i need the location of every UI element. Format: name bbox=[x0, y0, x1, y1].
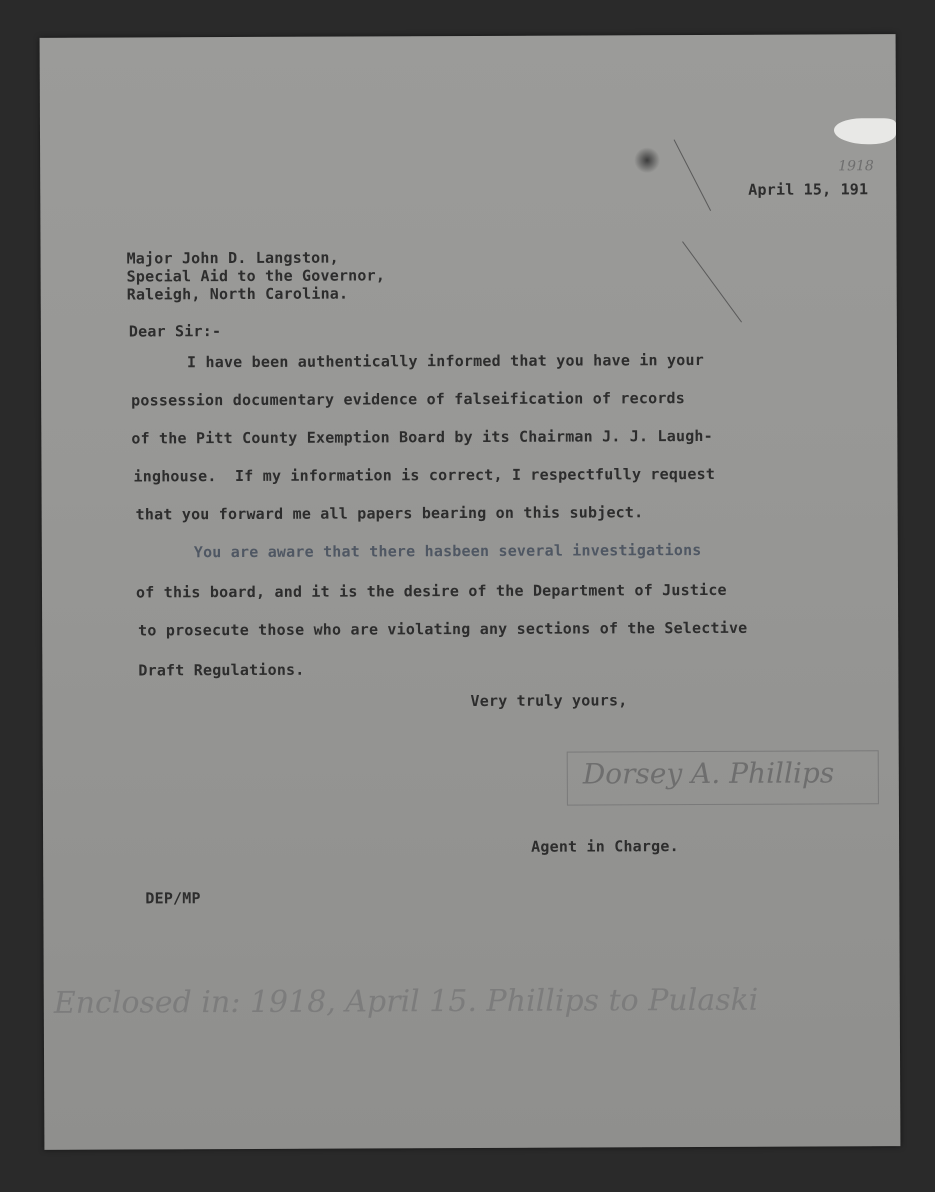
letter-date: April 15, 191 bbox=[748, 180, 869, 199]
body-line-4: inghouse. If my information is correct, I respectfully request bbox=[133, 464, 716, 486]
closing: Very truly yours, bbox=[470, 691, 628, 710]
crease-line bbox=[674, 139, 712, 211]
recipient-line-1: Major John D. Langston, bbox=[126, 248, 339, 268]
body-line-1: I have been authentically informed that you have in your bbox=[186, 350, 704, 372]
crease-line bbox=[682, 241, 742, 322]
body-line-3: of the Pitt County Exemption Board by its Chairman J. J. Laugh- bbox=[131, 426, 713, 448]
body-line-5: that you forward me all papers bearing on this subject. bbox=[135, 503, 644, 524]
recipient-line-3: Raleigh, North Carolina. bbox=[126, 284, 349, 304]
document-page bbox=[40, 34, 901, 1150]
body-line-8: to prosecute those who are violating any sections of the Selective bbox=[138, 618, 748, 640]
salutation: Dear Sir:- bbox=[128, 322, 222, 341]
recipient-line-2: Special Aid to the Governor, bbox=[126, 266, 386, 286]
signature-title: Agent in Charge. bbox=[531, 837, 679, 856]
paper-tear bbox=[834, 118, 896, 144]
body-line-9: Draft Regulations. bbox=[138, 660, 305, 680]
ink-spot bbox=[634, 147, 660, 173]
body-line-6: You are aware that there hasbeen several investigations bbox=[193, 540, 702, 562]
archive-note: Enclosed in: 1918, April 15. Phillips to Pulaski bbox=[53, 982, 759, 1021]
body-line-7: of this board, and it is the desire of the Department of Justice bbox=[135, 580, 727, 602]
body-line-2: possession documentary evidence of falseification of records bbox=[131, 389, 686, 410]
typist-initials: DEP/MP bbox=[145, 889, 201, 908]
handwritten-year: 1918 bbox=[838, 158, 874, 175]
signature: Dorsey A. Phillips bbox=[582, 756, 835, 791]
